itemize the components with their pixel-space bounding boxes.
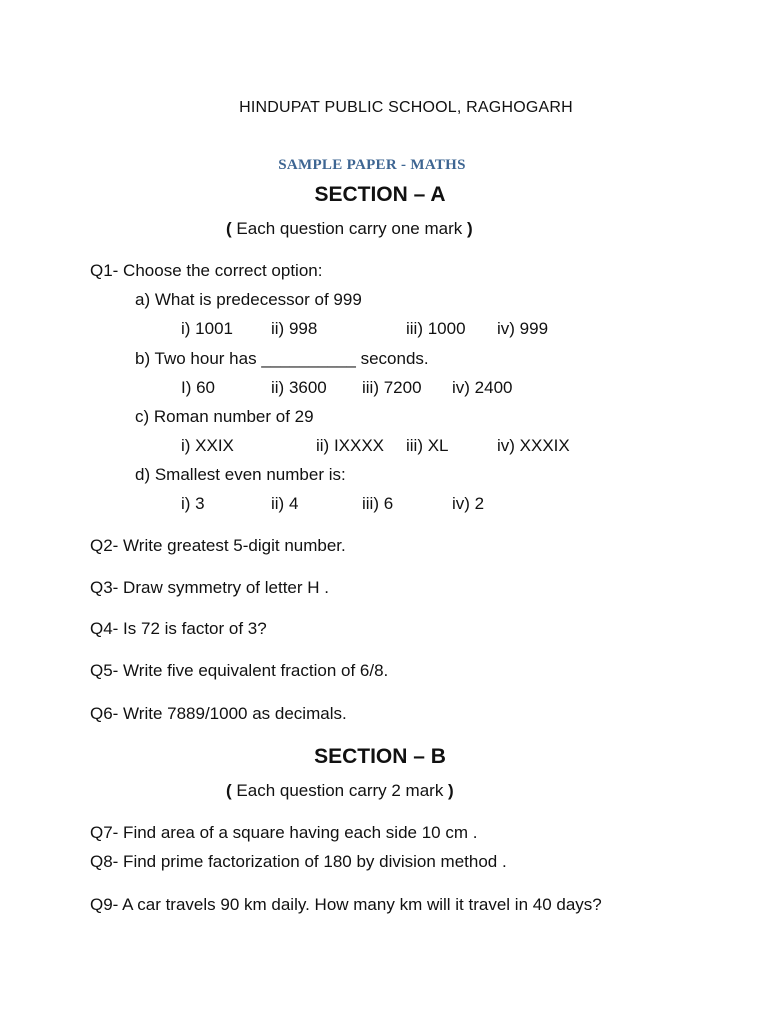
question-9: Q9- A car travels 90 km daily. How many km will it travel in 40 days? — [90, 895, 602, 914]
option: iv) 999 — [497, 319, 549, 338]
option: iii) 7200 — [362, 378, 422, 397]
option: iv) XXXIX — [497, 436, 570, 455]
option: i) XXIX — [181, 436, 234, 455]
option: iv) 2 — [452, 494, 485, 513]
question-5: Q5- Write five equivalent fraction of 6/8. — [90, 661, 389, 680]
option: iii) 6 — [362, 494, 394, 513]
question-1: Q1- Choose the correct option: — [90, 261, 323, 280]
section-b-note — [226, 781, 454, 801]
question-7: Q7- Find area of a square having each side 10 cm . — [90, 823, 478, 842]
sub-question-d: d) Smallest even number is: — [135, 465, 346, 484]
option: ii) 998 — [271, 319, 318, 338]
school-name: HINDUPAT PUBLIC SCHOOL, RAGHOGARH — [239, 99, 573, 116]
section-b-note-text: Each question carry 2 mark — [231, 781, 449, 800]
question-3: Q3- Draw symmetry of letter H . — [90, 578, 329, 597]
option: iv) 2400 — [452, 378, 513, 397]
sub-question-c: c) Roman number of 29 — [135, 407, 314, 426]
option: ii) 4 — [271, 494, 299, 513]
question-4: Q4- Is 72 is factor of 3? — [90, 619, 267, 638]
question-6: Q6- Write 7889/1000 as decimals. — [90, 704, 347, 723]
section-a-note — [226, 219, 473, 239]
section-b-title: SECTION – B — [314, 745, 446, 768]
note-open-paren: ( — [226, 219, 232, 238]
option: I) 60 — [181, 378, 216, 397]
option: i) 1001 — [181, 319, 233, 338]
section-a-title: SECTION – A — [314, 183, 446, 206]
option: i) 3 — [181, 494, 205, 513]
note-close-paren: ) — [466, 219, 473, 238]
section-a-note-text: Each question carry one mark — [231, 219, 467, 238]
question-8: Q8- Find prime factorization of 180 by division method . — [90, 852, 507, 871]
option: ii) IXXXX — [316, 436, 385, 455]
option: ii) 3600 — [271, 378, 327, 397]
paper-title: SAMPLE PAPER - MATHS — [278, 157, 466, 173]
question-2: Q2- Write greatest 5-digit number. — [90, 536, 346, 555]
sub-question-b: b) Two hour has __________ seconds. — [135, 349, 429, 368]
sub-question-a: a) What is predecessor of 999 — [135, 290, 362, 309]
option: iii) 1000 — [406, 319, 466, 338]
option: iii) XL — [406, 436, 449, 455]
note-open-paren: ( — [226, 781, 232, 800]
note-close-paren: ) — [448, 781, 454, 800]
